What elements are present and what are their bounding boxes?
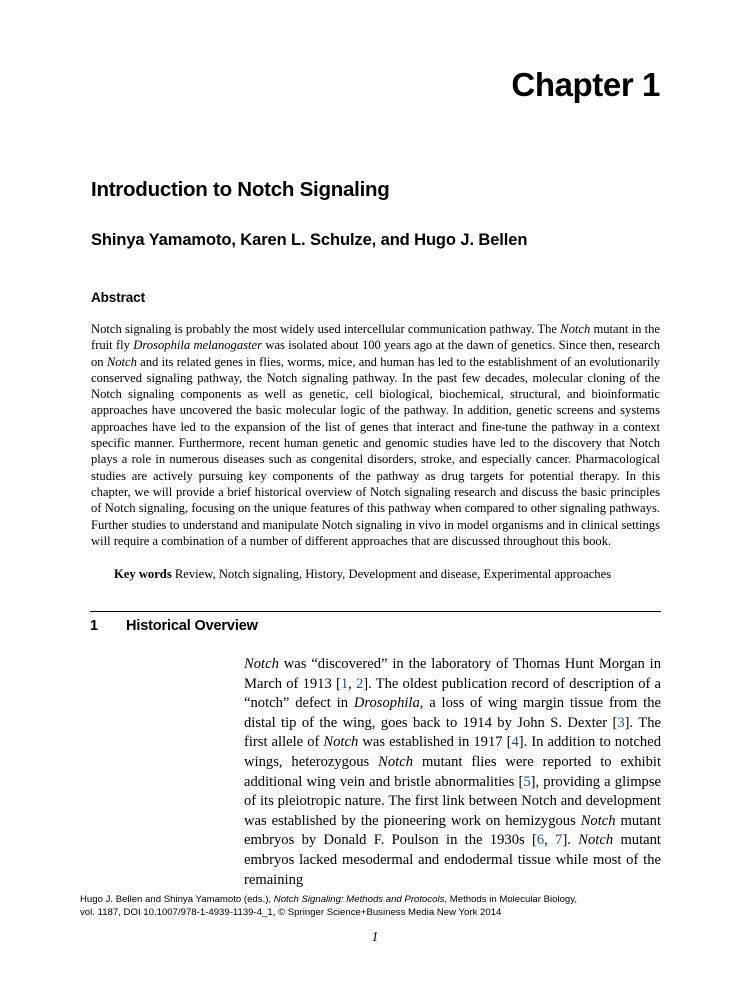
footer-citation: Hugo J. Bellen and Shinya Yamamoto (eds.), Notch Signaling: Methods and Protocols, Methods in Molecular Biology, vol. 1187, DOI 10.1007/978-1-4939-1139-4_1, © Springer Science+Business Media New York 2014 xyxy=(80,894,578,919)
section-number: 1 xyxy=(90,618,98,634)
keywords-line: Key words Review, Notch signaling, History, Development and disease, Experimental approaches xyxy=(114,567,612,582)
title-block xyxy=(91,178,660,250)
chapter-title: Introduction to Notch Signaling xyxy=(91,178,390,201)
body-paragraph: Notch was “discovered” in the laboratory of Thomas Hunt Morgan in March of 1913 [1, 2]. The oldest publication record of description of a “notch” defect in Drosophila, a loss of wing margin tissue from the distal tip of the wing, goes back to 1914 by John S. Dexter [3]. The first allele of Notch was established in 1917 [4]. In addition to notched wings, heterozygous Notch mutant flies were reported to exhibit additional wing vein and bristle abnormalities [5], providing a glimpse of its pleiotropic nature. The first link between Notch and development was established by the pioneering work on hemizygous Notch mutant embryos by Donald F. Poulson in the 1930s [6, 7]. Notch mutant embryos lacked mesodermal and endodermal tissue while most of the remaining xyxy=(244,656,662,888)
chapter-number-heading: Chapter 1 xyxy=(511,66,660,103)
section-divider-rule xyxy=(90,611,661,612)
section-heading-label: Historical Overview xyxy=(126,618,258,634)
section-heading xyxy=(90,618,661,634)
abstract-heading: Abstract xyxy=(91,290,145,305)
section-body xyxy=(244,655,661,890)
abstract-paragraph: Notch signaling is probably the most widely used intercellular communication pathway. The Notch mutant in the fruit fly Drosophila melanogaster was isolated about 100 years ago at the dawn of genetics. Since then, research on Notch and its related genes in flies, worms, mice, and human has led to the establishment of an evolutionarily conserved signaling pathway, the Notch signaling pathway. In the past few decades, molecular cloning of the Notch signaling components as well as genetic, cell biological, biochemical, structural, and bioinformatic approaches have uncovered the basic molecular logic of the pathway. In addition, genetic screens and systems approaches have led to the expansion of the list of genes that interact and fine-tune the pathway in a context specific manner. Furthermore, recent human genetic and genomic studies have led to the discovery that Notch plays a role in numerous diseases such as congenital disorders, stroke, and especially cancer. Pharmacological studies are actively pursuing key components of the pathway as drug targets for potential therapy. In this chapter, we will provide a brief historical overview of Notch signaling research and discuss the basic principles of Notch signaling, focusing on the unique features of this pathway when compared to other signaling pathways. Further studies to understand and manipulate Notch signaling in vivo in model organisms and in clinical settings will require a combination of a number of different approaches that are discussed throughout this book. xyxy=(91,322,660,548)
abstract-section xyxy=(91,290,660,582)
page-number: 1 xyxy=(371,929,379,944)
author-list: Shinya Yamamoto, Karen L. Schulze, and Hugo J. Bellen xyxy=(91,230,528,249)
